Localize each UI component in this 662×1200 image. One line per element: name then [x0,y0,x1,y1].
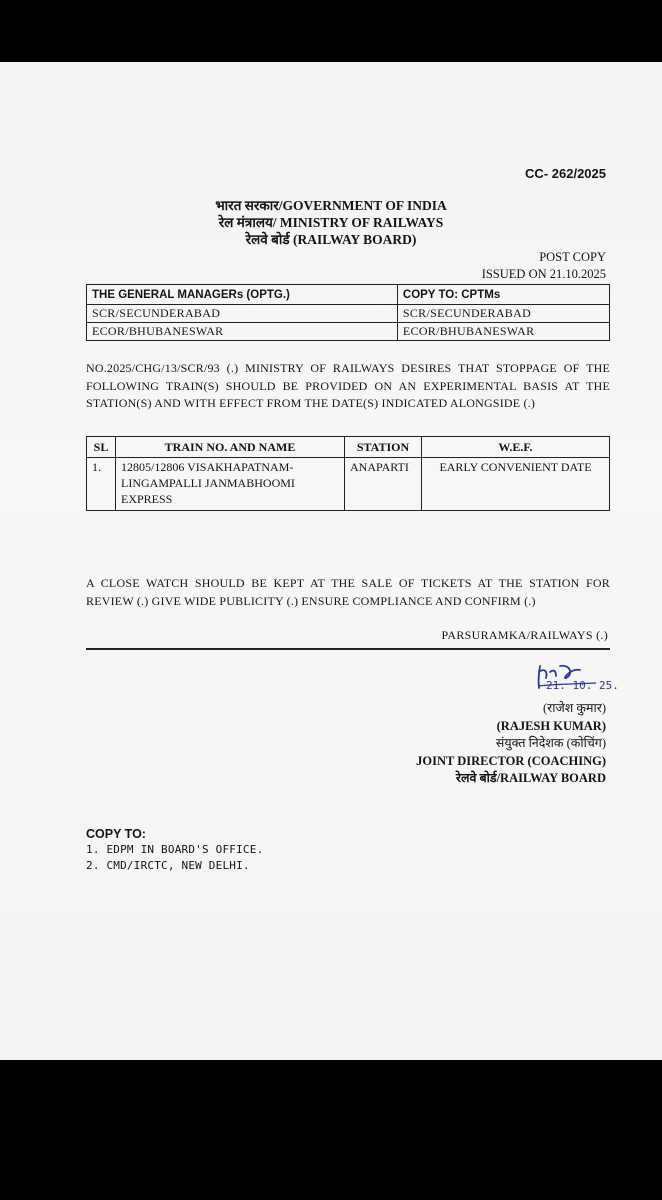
table-cell: SCR/SECUNDERABAD [87,305,398,323]
table-cell: EARLY CONVENIENT DATE [422,458,610,511]
table-cell: 1. [87,458,116,511]
ministry-heading: रेल मंत्रालय/ MINISTRY OF RAILWAYS [218,215,444,230]
table-header: W.E.F. [422,437,610,458]
organization: रेलवे बोर्ड/RAILWAY BOARD [455,771,606,785]
table-header-row [87,285,610,305]
table-header: SL [87,437,116,458]
signatory-name: (RAJESH KUMAR) [496,718,606,733]
table-header: TRAIN NO. AND NAME [116,437,345,458]
addressee-table [86,284,610,341]
table-cell: SCR/SECUNDERABAD [397,305,609,323]
table-header: STATION [345,437,422,458]
govt-heading: भारत सरकार/GOVERNMENT OF INDIA [215,198,447,213]
table-cell: 12805/12806 VISAKHAPATNAM-LINGAMPALLI JANMABHOOMI EXPRESS [116,458,345,511]
table-cell: ECOR/BHUBANESWAR [87,323,398,341]
designation-hindi: संयुक्त निदेशक (कोचिंग) [495,736,606,750]
table-header-row [87,437,610,458]
reference-number: CC- 262/2025 [525,166,606,181]
signatory-block [416,700,606,788]
table-cell: ANAPARTI [345,458,422,511]
sender-line: PARSURAMKA/RAILWAYS (.) [441,628,608,642]
table-cell: ECOR/BHUBANESWAR [397,323,609,341]
table-header: COPY TO: CPTMs [397,285,609,305]
table-header: THE GENERAL MANAGERs (OPTG.) [87,285,398,305]
copy-to-title: COPY TO: [86,827,146,841]
list-item: 2. CMD/IRCTC, NEW DELHI. [86,859,250,872]
train-stoppage-table [86,436,610,511]
table-row [87,323,610,341]
board-heading: रेलवे बोर्ड (RAILWAY BOARD) [245,232,417,247]
table-row [87,305,610,323]
list-item: 1. EDPM IN BOARD'S OFFICE. [86,843,264,856]
issued-date: ISSUED ON 21.10.2025 [481,267,606,281]
post-copy-label: POST COPY [539,250,606,264]
signature-date: 21. 10. 25. [546,679,619,692]
signatory-name-hindi: (राजेश कुमार) [542,701,606,715]
table-row [87,458,610,511]
designation: JOINT DIRECTOR (COACHING) [416,753,606,768]
copy-to-block [86,826,263,874]
instruction-paragraph: A CLOSE WATCH SHOULD BE KEPT AT THE SALE OF TICKETS AT THE STATION FOR REVIEW (.) GIVE WIDE PUBLICITY (.) ENSURE COMPLIANCE AND CONFIRM (.) [86,576,610,608]
divider [86,648,610,650]
order-paragraph: NO.2025/CHG/13/SCR/93 (.) MINISTRY OF RAILWAYS DESIRES THAT STOPPAGE OF THE FOLLOWING TRAIN(S) SHOULD BE PROVIDED ON AN EXPERIMENTAL BASIS AT THE STATION(S) AND WITH EFFECT FROM THE DATE(S) INDICATED ALONGSIDE (.) [86,361,610,410]
